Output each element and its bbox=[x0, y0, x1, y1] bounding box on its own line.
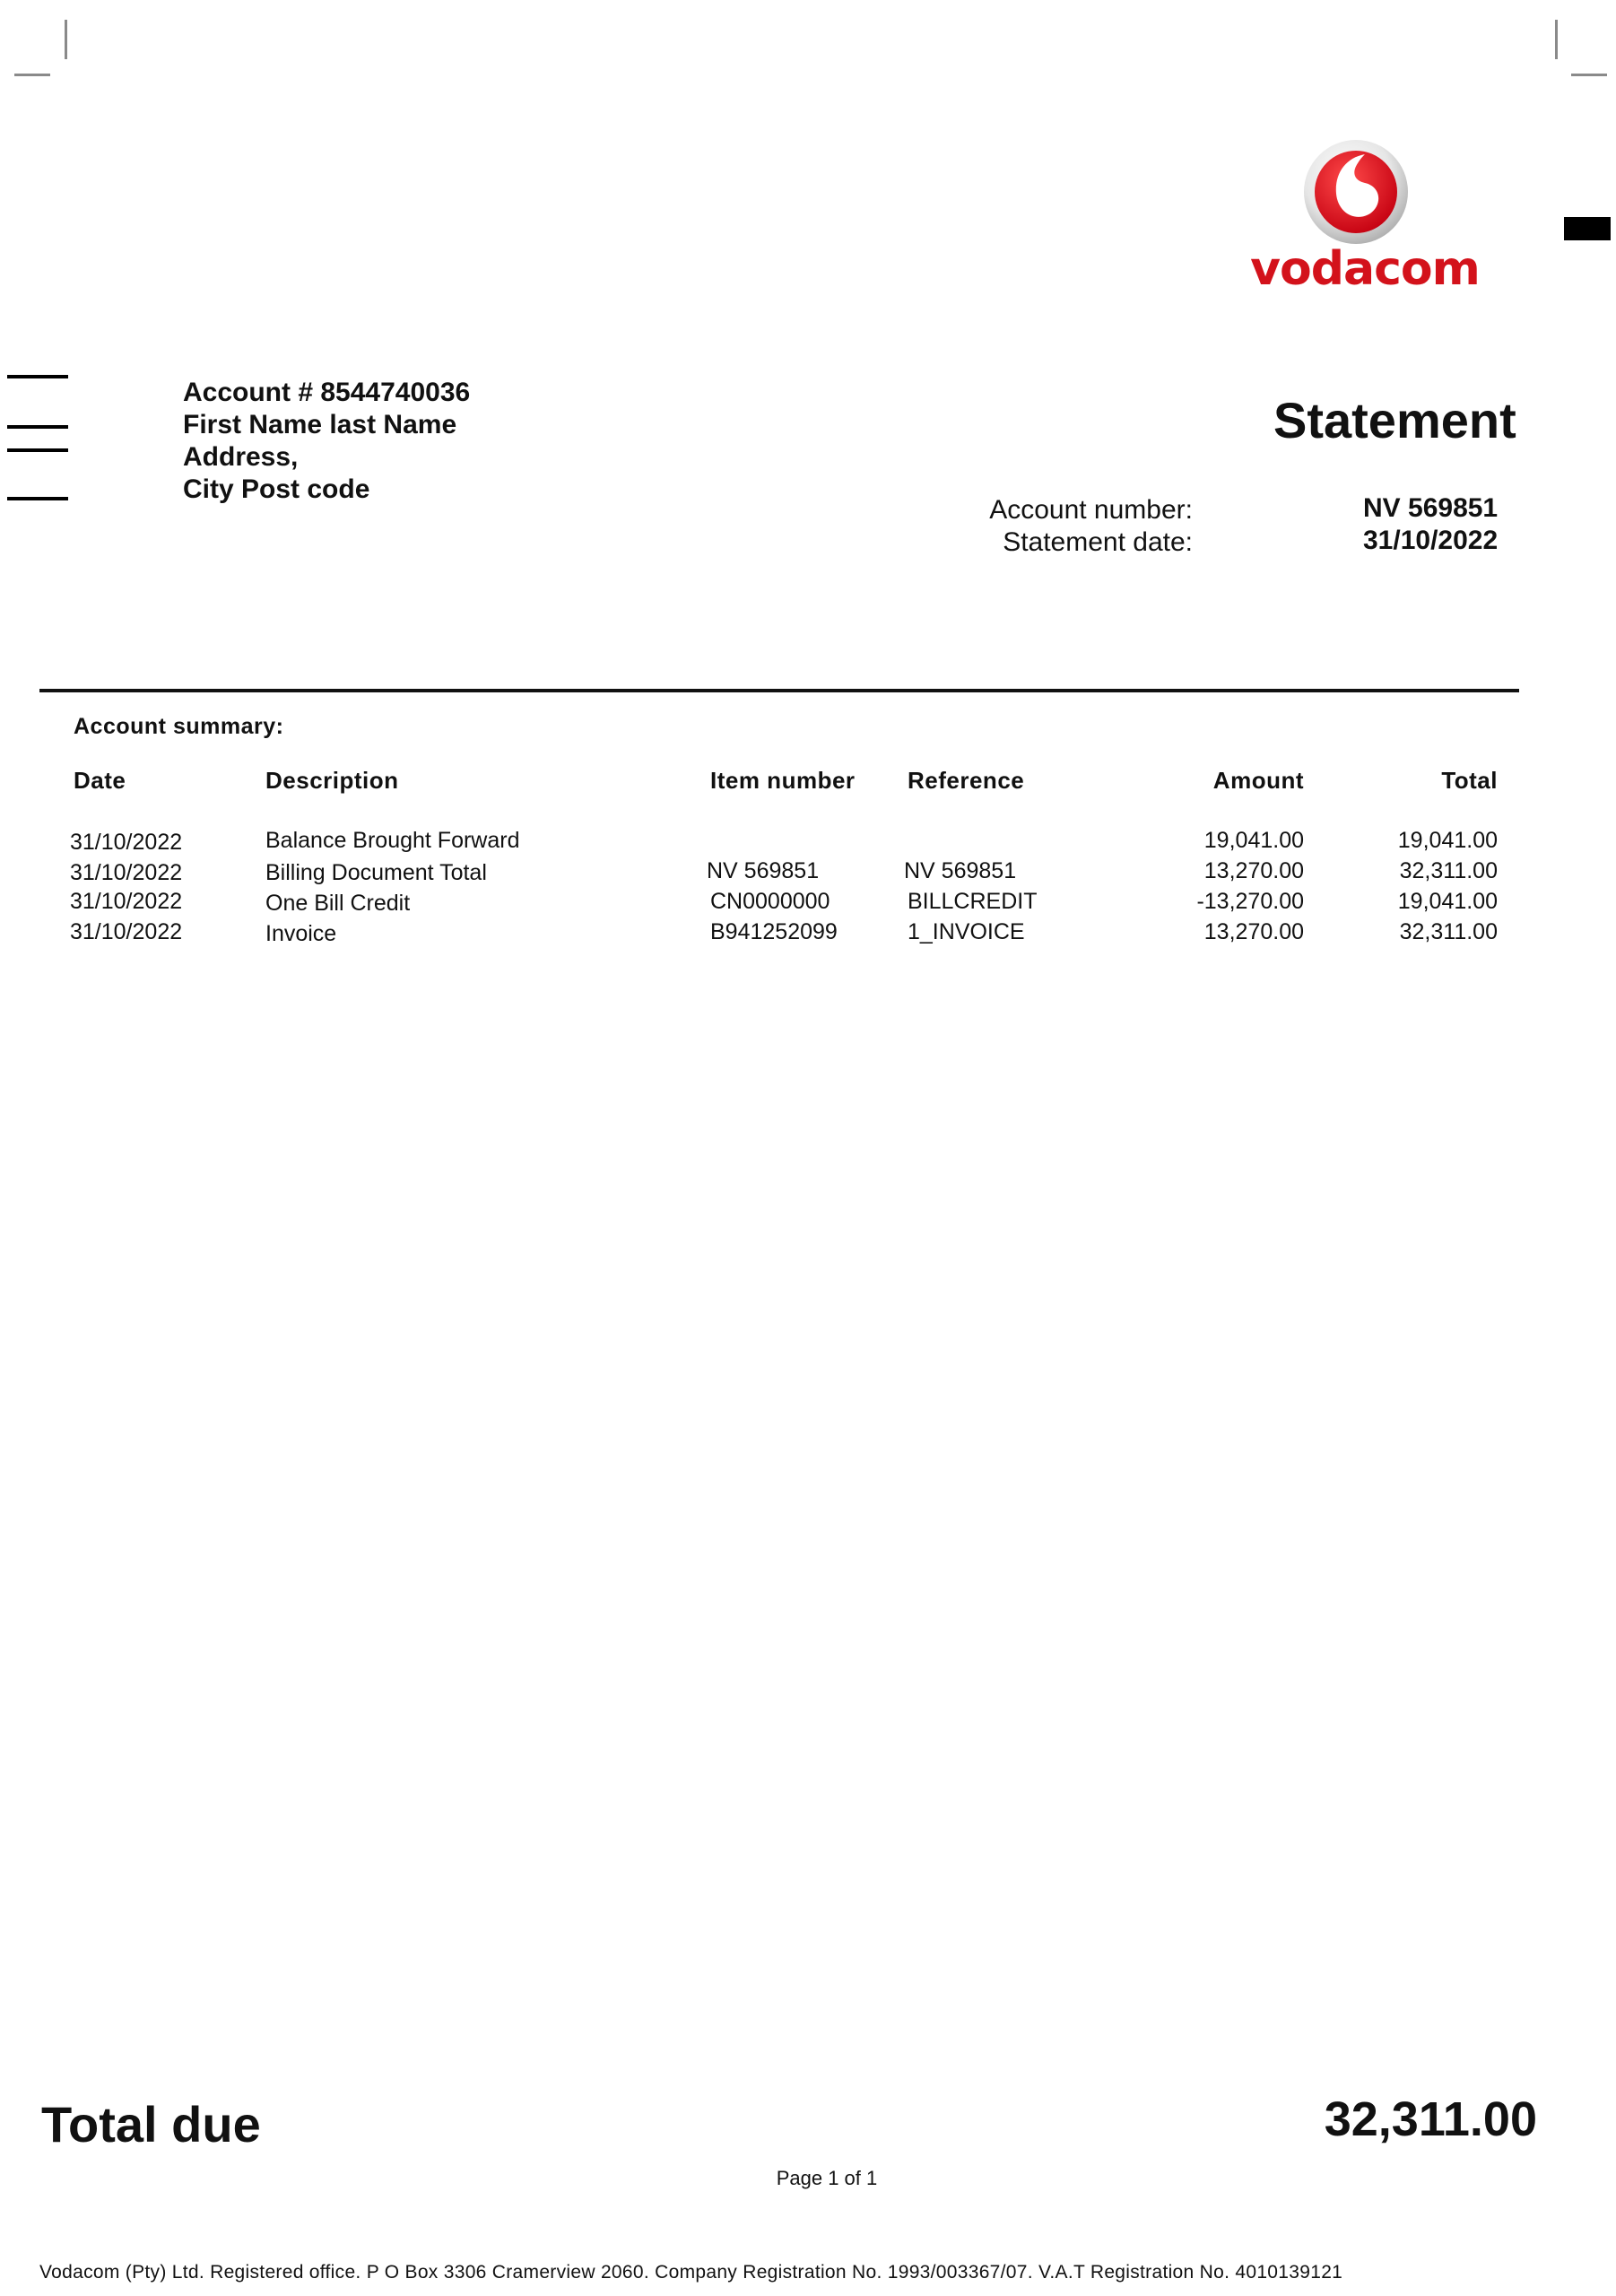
cell-total: 19,041.00 bbox=[1397, 889, 1498, 914]
cell-reference: 1_INVOICE bbox=[908, 919, 1025, 944]
section-divider bbox=[39, 689, 1519, 692]
cell-description: One Bill Credit bbox=[265, 891, 411, 916]
cell-amount: -13,270.00 bbox=[1196, 889, 1304, 914]
cell-date: 31/10/2022 bbox=[70, 860, 183, 885]
fold-mark-2 bbox=[7, 425, 68, 429]
cell-description: Billing Document Total bbox=[265, 860, 487, 885]
customer-city: City Post code bbox=[183, 474, 370, 504]
fold-mark-3 bbox=[7, 448, 68, 452]
cell-amount: 13,270.00 bbox=[1203, 858, 1304, 883]
cell-total: 19,041.00 bbox=[1397, 828, 1498, 853]
cell-amount: 13,270.00 bbox=[1203, 919, 1304, 944]
crop-mark-top-right-h bbox=[1571, 74, 1607, 76]
omr-mark bbox=[1564, 217, 1611, 240]
cell-date: 31/10/2022 bbox=[70, 919, 183, 944]
crop-mark-top-left-v bbox=[65, 20, 67, 59]
cell-description: Invoice bbox=[265, 921, 337, 946]
customer-address: Address, bbox=[183, 442, 299, 472]
column-header-amount: Amount bbox=[1212, 767, 1304, 794]
customer-address-block bbox=[183, 377, 470, 506]
page-number: Page 1 of 1 bbox=[776, 2167, 878, 2189]
brand-wordmark: vodacom bbox=[1250, 242, 1480, 296]
fold-mark-4 bbox=[7, 497, 68, 500]
cell-reference: NV 569851 bbox=[904, 858, 1017, 883]
summary-title: Account summary: bbox=[74, 714, 284, 739]
cell-item-number: NV 569851 bbox=[707, 858, 820, 883]
customer-account-line: Account # 8544740036 bbox=[183, 378, 471, 407]
cell-total: 32,311.00 bbox=[1399, 919, 1498, 944]
account-number-label: Account number: bbox=[989, 495, 1193, 525]
statement-date-label: Statement date: bbox=[1003, 527, 1193, 557]
cell-item-number: CN0000000 bbox=[710, 889, 830, 914]
fold-mark-1 bbox=[7, 375, 68, 378]
total-due-value: 32,311.00 bbox=[1324, 2092, 1537, 2146]
footer-legal-text: Vodacom (Pty) Ltd. Registered office. P O Box 3306 Cramerview 2060. Company Registration No. 1993/003367/07. V.A.T Registration No. 4010139121 bbox=[39, 2262, 1343, 2283]
total-due-label: Total due bbox=[41, 2096, 261, 2152]
vodacom-speechmark-icon bbox=[1230, 135, 1499, 246]
crop-mark-top-left-h bbox=[14, 74, 50, 76]
cell-total: 32,311.00 bbox=[1399, 858, 1498, 883]
cell-reference: BILLCREDIT bbox=[908, 889, 1038, 914]
customer-name: First Name last Name bbox=[183, 410, 457, 439]
column-header-reference: Reference bbox=[908, 767, 1025, 794]
column-header-description: Description bbox=[265, 767, 399, 794]
account-number-value: NV 569851 bbox=[1363, 493, 1499, 523]
cell-amount: 19,041.00 bbox=[1203, 828, 1304, 853]
column-header-date: Date bbox=[74, 767, 126, 794]
vodacom-logo bbox=[1230, 135, 1499, 314]
cell-description: Balance Brought Forward bbox=[265, 828, 520, 853]
statement-date-value: 31/10/2022 bbox=[1363, 526, 1499, 555]
page-title: Statement bbox=[1273, 392, 1516, 448]
crop-mark-top-right-v bbox=[1555, 20, 1558, 59]
cell-item-number: B941252099 bbox=[710, 919, 838, 944]
cell-date: 31/10/2022 bbox=[70, 889, 183, 914]
cell-date: 31/10/2022 bbox=[70, 830, 183, 855]
column-header-item-number: Item number bbox=[710, 767, 856, 794]
column-header-total: Total bbox=[1441, 767, 1498, 794]
